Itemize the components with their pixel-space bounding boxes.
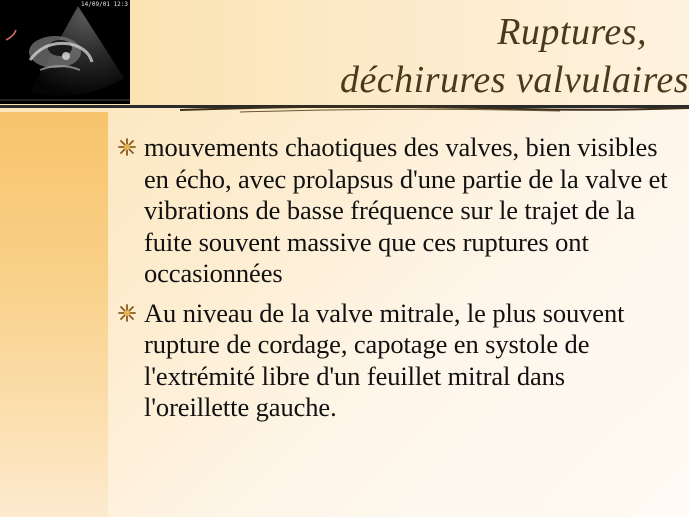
header-divider <box>0 102 689 116</box>
bullet-item-1 <box>116 132 671 290</box>
bullet-list <box>116 132 671 432</box>
bullet-text: mouvements chaotiques des valves, bien visibles en écho, avec prolapsus d'une partie de la valve et vibrations de basse fréquence sur le trajet de la fuite souvent massive que ces ruptures ont occasionnées <box>144 132 668 288</box>
ultrasound-image <box>0 0 130 104</box>
left-accent-band <box>0 112 108 517</box>
title-line-2: déchirures valvulaires <box>339 59 689 101</box>
title-line-1: Ruptures, <box>497 11 647 53</box>
bullet-text: Au niveau de la valve mitrale, le plus souvent rupture de cordage, capotage en systole de l'extrémité libre d'un feuillet mitral dans l'oreillette gauche. <box>144 297 625 422</box>
bullet-item-2 <box>116 298 671 424</box>
slide-title <box>339 8 689 104</box>
ultrasound-timestamp: 14/09/01 12:3 <box>81 1 128 8</box>
ultrasound-icon <box>0 0 130 104</box>
starburst-icon <box>118 304 136 322</box>
starburst-icon <box>118 138 136 156</box>
